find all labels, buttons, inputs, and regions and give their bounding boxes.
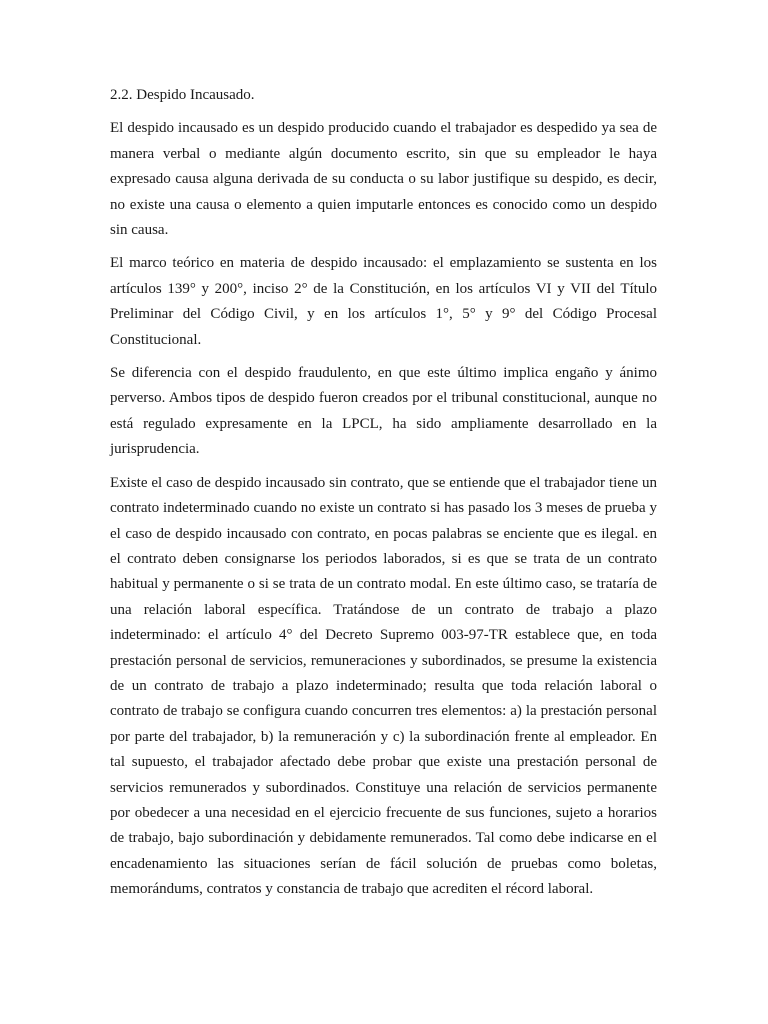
section-heading: 2.2. Despido Incausado. <box>110 87 255 103</box>
paragraph-despido-fraudulento: Se diferencia con el despido fraudulento, en que este último implica engaño y ánimo perverso. Ambos tipos de despido fueron creados por el tribunal constitucional, aunque no está regulado expresamente en la LPCL, ha sido ampliamente desarrollado en la jurisprudencia. <box>110 365 657 458</box>
paragraph-despido-sin-contrato: Existe el caso de despido incausado sin contrato, que se entiende que el trabajador tiene un contrato indeterminado cuando no existe un contrato si has pasado los 3 meses de prueba y el caso de despido incausado con contrato, en pocas palabras se enciente que es ilegal. en el contrato deben consignarse los periodos laborados, si es que se trata de un contrato habitual y permanente o si se trata de un contrato modal. En este último caso, se trataría de una relación laboral específica. Tratándose de un contrato de trabajo a plazo indeterminado: el artículo 4° del Decreto Supremo 003-97-TR establece que, en toda prestación personal de servicios, remuneraciones y subordinados, se presume la existencia de un contrato de trabajo a plazo indeterminado; resulta que toda relación laboral o contrato de trabajo se configura cuando concurren tres elementos: a) la prestación personal por parte del trabajador, b) la remuneración y c) la subordinación frente al empleador. En tal supuesto, el trabajador afectado debe probar que existe una prestación personal de servicios remunerados y subordinados. Constituye una relación de servicios permanente por obedecer a una necesidad en el ejercicio frecuente de sus funciones, sujeto a horarios de trabajo, bajo subordinación y debidamente remunerados. Tal como debe indicarse en el encadenamiento las situaciones serían de fácil solución de pruebas como boletas, memorándums, contratos y constancia de trabajo que acrediten el récord laboral. <box>110 474 657 898</box>
paragraph-marco-teorico: El marco teórico en materia de despido incausado: el emplazamiento se sustenta en los artículos 139° y 200°, inciso 2° de la Constitución, en los artículos VI y VII del Título Preliminar del Código Civil, y en los artículos 1°, 5° y 9° del Código Procesal Constitucional. <box>110 255 657 348</box>
paragraph-despido-incausado-definition: El despido incausado es un despido producido cuando el trabajador es despedido ya sea de manera verbal o mediante algún documento escrito, sin que su empleador le haya expresado causa alguna derivada de su conducta o su labor justifique su despido, es decir, no existe una causa o elemento a quien imputarle entonces es conocido como un despido sin causa. <box>110 120 657 239</box>
document-body <box>110 83 657 911</box>
